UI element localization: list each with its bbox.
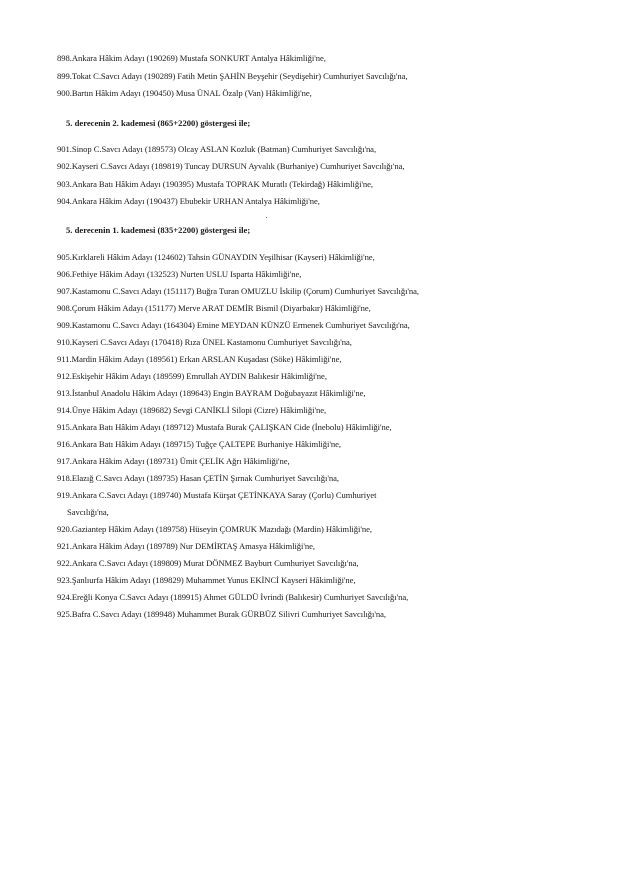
entry-899: 899.Tokat C.Savcı Adayı (190289) Fatih Metin ŞAHİN Beyşehir (Seydişehir) Cumhuriyet Savcılığı'na, xyxy=(57,71,408,81)
entry-906: 906.Fethiye Hâkim Adayı (132523) Nurten USLU Isparta Hâkimliği'ne, xyxy=(57,269,302,279)
entry-900: 900.Bartın Hâkim Adayı (190450) Musa ÜNAL Özalp (Van) Hâkimliği'ne, xyxy=(57,88,312,98)
entry-901: 901.Sinop C.Savcı Adayı (189573) Olcay ASLAN Kozluk (Batman) Cumhuriyet Savcılığı'na, xyxy=(57,144,377,154)
entry-915: 915.Ankara Batı Hâkim Adayı (189712) Mustafa Burak ÇALIŞKAN Cide (İnebolu) Hâkimliği'ne, xyxy=(57,422,392,432)
entry-924: 924.Ereğli Konya C.Savcı Adayı (189915) Ahmet GÜLDÜ İvrindi (Balıkesir) Cumhuriyet Savcılığı'na, xyxy=(57,592,409,602)
entry-919-continuation: Savcılığı'na, xyxy=(67,507,109,517)
scan-speck xyxy=(266,217,267,218)
entry-898: 898.Ankara Hâkim Adayı (190269) Mustafa SONKURT Antalya Hâkimliği'ne, xyxy=(57,53,326,63)
section-heading-5-1: 5. derecenin 1. kademesi (835+2200) göstergesi ile; xyxy=(66,225,251,235)
entry-909: 909.Kastamonu C.Savcı Adayı (164304) Emine MEYDAN KÜNZÜ Ermenek Cumhuriyet Savcılığı'na, xyxy=(57,320,410,330)
entry-908: 908.Çorum Hâkim Adayı (151177) Merve ARAT DEMİR Bismil (Diyarbakır) Hâkimliği'ne, xyxy=(57,303,371,313)
entry-911: 911.Mardin Hâkim Adayı (189561) Erkan ARSLAN Kuşadası (Söke) Hâkimliği'ne, xyxy=(57,354,342,364)
entry-903: 903.Ankara Batı Hâkim Adayı (190395) Mustafa TOPRAK Muratlı (Tekirdağ) Hâkimliği'ne, xyxy=(57,179,374,189)
entry-914: 914.Ünye Hâkim Adayı (189682) Sevgi CANİKLİ Silopi (Cizre) Hâkimliği'ne, xyxy=(57,405,327,415)
entry-913: 913.İstanbul Anadolu Hâkim Adayı (189643) Engin BAYRAM Doğubayazıt Hâkimliği'ne, xyxy=(57,388,366,398)
entry-925: 925.Bafra C.Savcı Adayı (189948) Muhammet Burak GÜRBÜZ Silivri Cumhuriyet Savcılığı'na, xyxy=(57,609,386,619)
entry-922: 922.Ankara C.Savcı Adayı (189809) Murat DÖNMEZ Bayburt Cumhuriyet Savcılığı'na, xyxy=(57,558,359,568)
entry-910: 910.Kayseri C.Savcı Adayı (170418) Rıza ÜNEL Kastamonu Cumhuriyet Savcılığı'na, xyxy=(57,337,352,347)
entry-916: 916.Ankara Batı Hâkim Adayı (189715) Tuğçe ÇALTEPE Burhaniye Hâkimliği'ne, xyxy=(57,439,341,449)
entry-919: 919.Ankara C.Savcı Adayı (189740) Mustafa Kürşat ÇETİNKAYA Saray (Çorlu) Cumhuriyet xyxy=(57,490,377,500)
entry-918: 918.Elazığ C.Savcı Adayı (189735) Hasan ÇETİN Şırnak Cumhuriyet Savcılığı'na, xyxy=(57,473,339,483)
entry-917: 917.Ankara Hâkim Adayı (189731) Ümit ÇELİK Ağrı Hâkimliği'ne, xyxy=(57,456,290,466)
section-heading-5-2: 5. derecenin 2. kademesi (865+2200) göstergesi ile; xyxy=(66,118,251,128)
entry-921: 921.Ankara Hâkim Adayı (189789) Nur DEMİRTAŞ Amasya Hâkimliği'ne, xyxy=(57,541,315,551)
entry-905: 905.Kırklareli Hâkim Adayı (124602) Tahsin GÜNAYDIN Yeşilhisar (Kayseri) Hâkimliği'ne, xyxy=(57,252,375,262)
entry-923: 923.Şanlıurfa Hâkim Adayı (189829) Muhammet Yunus EKİNCİ Kayseri Hâkimliği'ne, xyxy=(57,575,356,585)
entry-912: 912.Eskişehir Hâkim Adayı (189599) Emrullah AYDIN Balıkesir Hâkimliği'ne, xyxy=(57,371,327,381)
entry-902: 902.Kayseri C.Savcı Adayı (189819) Tuncay DURSUN Ayvalık (Burhaniye) Cumhuriyet Savcılığı'na, xyxy=(57,161,405,171)
entry-904: 904.Ankara Hâkim Adayı (190437) Ebubekir URHAN Antalya Hâkimliği'ne, xyxy=(57,196,320,206)
entry-920: 920.Gaziantep Hâkim Adayı (189758) Hüseyin ÇOMRUK Mazıdağı (Mardin) Hâkimliği'ne, xyxy=(57,524,372,534)
entry-907: 907.Kastamonu C.Savcı Adayı (151117) Buğra Turan OMUZLU İskilip (Çorum) Cumhuriyet Savcılığı'na, xyxy=(57,286,420,296)
